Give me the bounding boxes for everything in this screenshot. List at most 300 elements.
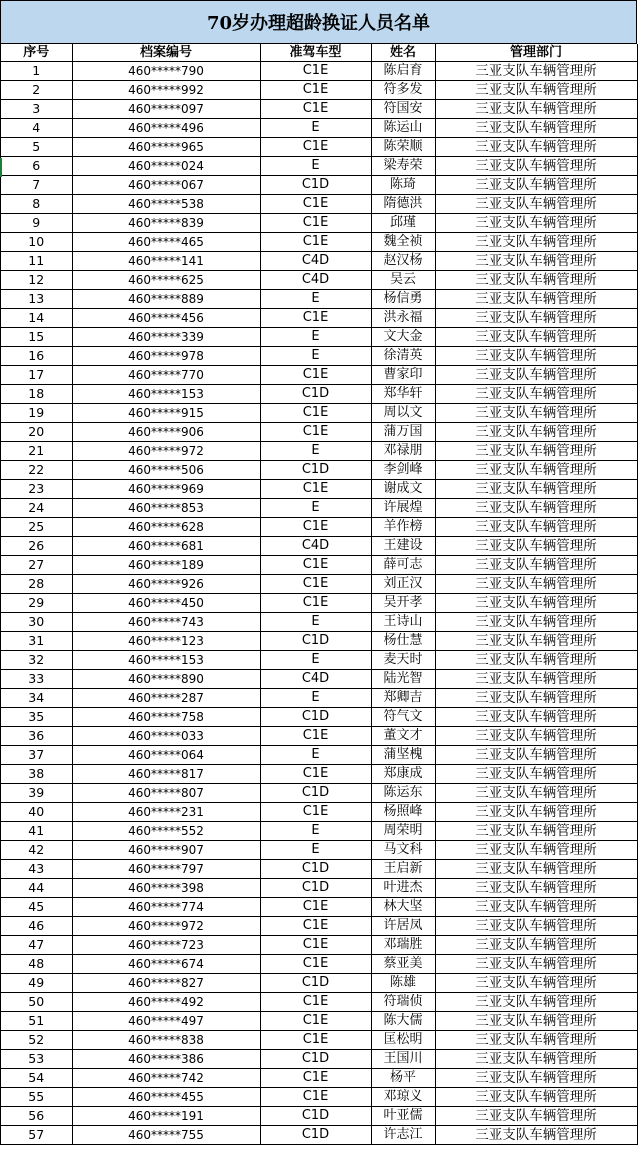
cell-no[interactable]: 21 bbox=[1, 442, 72, 461]
cell-no[interactable]: 7 bbox=[1, 176, 72, 195]
table-row bbox=[1, 955, 637, 974]
cell-license-type[interactable]: C1E bbox=[260, 556, 371, 575]
cell-license-type[interactable]: C1E bbox=[260, 1012, 371, 1031]
cell-license-type[interactable]: C1E bbox=[260, 81, 371, 100]
cell-no[interactable]: 41 bbox=[1, 822, 72, 841]
cell-archive-number[interactable]: 460*****972 bbox=[72, 442, 260, 461]
cell-department[interactable]: 三亚支队车辆管理所 bbox=[435, 974, 637, 993]
cell-name[interactable]: 吴开孝 bbox=[371, 594, 435, 613]
cell-no[interactable]: 32 bbox=[1, 651, 72, 670]
cell-archive-number[interactable]: 460*****496 bbox=[72, 119, 260, 138]
cell-no[interactable]: 34 bbox=[1, 689, 72, 708]
cell-archive-number[interactable]: 460*****972 bbox=[72, 917, 260, 936]
cell-department[interactable]: 三亚支队车辆管理所 bbox=[435, 119, 637, 138]
cell-name[interactable]: 叶进杰 bbox=[371, 879, 435, 898]
cell-license-type[interactable]: C1D bbox=[260, 176, 371, 195]
cell-department[interactable]: 三亚支队车辆管理所 bbox=[435, 898, 637, 917]
cell-no[interactable]: 56 bbox=[1, 1107, 72, 1126]
cell-name[interactable]: 隋德洪 bbox=[371, 195, 435, 214]
cell-name[interactable]: 周荣明 bbox=[371, 822, 435, 841]
cell-name[interactable]: 杨信勇 bbox=[371, 290, 435, 309]
cell-archive-number[interactable]: 460*****024 bbox=[72, 157, 260, 176]
cell-license-type[interactable]: C1D bbox=[260, 860, 371, 879]
cell-name[interactable]: 谢成文 bbox=[371, 480, 435, 499]
cell-name[interactable]: 许展煌 bbox=[371, 499, 435, 518]
cell-archive-number[interactable]: 460*****064 bbox=[72, 746, 260, 765]
cell-no[interactable]: 25 bbox=[1, 518, 72, 537]
cell-archive-number[interactable]: 460*****123 bbox=[72, 632, 260, 651]
cell-name[interactable]: 郑华轩 bbox=[371, 385, 435, 404]
cell-no[interactable]: 54 bbox=[1, 1069, 72, 1088]
cell-archive-number[interactable]: 460*****398 bbox=[72, 879, 260, 898]
cell-archive-number[interactable]: 460*****033 bbox=[72, 727, 260, 746]
cell-department[interactable]: 三亚支队车辆管理所 bbox=[435, 176, 637, 195]
cell-archive-number[interactable]: 460*****067 bbox=[72, 176, 260, 195]
cell-archive-number[interactable]: 460*****926 bbox=[72, 575, 260, 594]
cell-name[interactable]: 符国安 bbox=[371, 100, 435, 119]
cell-archive-number[interactable]: 460*****456 bbox=[72, 309, 260, 328]
cell-department[interactable]: 三亚支队车辆管理所 bbox=[435, 328, 637, 347]
cell-archive-number[interactable]: 460*****839 bbox=[72, 214, 260, 233]
header-archive[interactable]: 档案编号 bbox=[72, 44, 260, 62]
table-row bbox=[1, 575, 637, 594]
cell-department[interactable]: 三亚支队车辆管理所 bbox=[435, 81, 637, 100]
cell-license-type[interactable]: C1D bbox=[260, 632, 371, 651]
cell-no[interactable]: 29 bbox=[1, 594, 72, 613]
cell-department[interactable]: 三亚支队车辆管理所 bbox=[435, 594, 637, 613]
cell-department[interactable]: 三亚支队车辆管理所 bbox=[435, 271, 637, 290]
cell-license-type[interactable]: E bbox=[260, 822, 371, 841]
cell-name[interactable]: 羊作榜 bbox=[371, 518, 435, 537]
cell-name[interactable]: 董文才 bbox=[371, 727, 435, 746]
cell-no[interactable]: 45 bbox=[1, 898, 72, 917]
cell-archive-number[interactable]: 460*****723 bbox=[72, 936, 260, 955]
cell-archive-number[interactable]: 460*****969 bbox=[72, 480, 260, 499]
cell-license-type[interactable]: C1D bbox=[260, 784, 371, 803]
cell-department[interactable]: 三亚支队车辆管理所 bbox=[435, 62, 637, 81]
cell-license-type[interactable]: C1D bbox=[260, 1107, 371, 1126]
cell-no[interactable]: 37 bbox=[1, 746, 72, 765]
cell-license-type[interactable]: E bbox=[260, 499, 371, 518]
cell-archive-number[interactable]: 460*****906 bbox=[72, 423, 260, 442]
cell-no[interactable]: 48 bbox=[1, 955, 72, 974]
cell-license-type[interactable]: C1E bbox=[260, 309, 371, 328]
cell-name[interactable]: 王诗山 bbox=[371, 613, 435, 632]
cell-department[interactable]: 三亚支队车辆管理所 bbox=[435, 955, 637, 974]
cell-archive-number[interactable]: 460*****755 bbox=[72, 1126, 260, 1145]
table-row bbox=[1, 670, 637, 689]
cell-name[interactable]: 符气文 bbox=[371, 708, 435, 727]
cell-archive-number[interactable]: 460*****191 bbox=[72, 1107, 260, 1126]
cell-name[interactable]: 陈雄 bbox=[371, 974, 435, 993]
cell-no[interactable]: 15 bbox=[1, 328, 72, 347]
cell-department[interactable]: 三亚支队车辆管理所 bbox=[435, 138, 637, 157]
cell-archive-number[interactable]: 460*****838 bbox=[72, 1031, 260, 1050]
cell-no[interactable]: 19 bbox=[1, 404, 72, 423]
cell-archive-number[interactable]: 460*****978 bbox=[72, 347, 260, 366]
cell-no[interactable]: 20 bbox=[1, 423, 72, 442]
cell-department[interactable]: 三亚支队车辆管理所 bbox=[435, 499, 637, 518]
table-row bbox=[1, 841, 637, 860]
cell-no[interactable]: 44 bbox=[1, 879, 72, 898]
cell-name[interactable]: 杨仕慧 bbox=[371, 632, 435, 651]
cell-license-type[interactable]: C1E bbox=[260, 138, 371, 157]
cell-license-type[interactable]: C1E bbox=[260, 594, 371, 613]
cell-license-type[interactable]: C1D bbox=[260, 461, 371, 480]
cell-department[interactable]: 三亚支队车辆管理所 bbox=[435, 765, 637, 784]
cell-archive-number[interactable]: 460*****817 bbox=[72, 765, 260, 784]
cell-name[interactable]: 蔡亚美 bbox=[371, 955, 435, 974]
cell-no[interactable]: 31 bbox=[1, 632, 72, 651]
cell-no[interactable]: 38 bbox=[1, 765, 72, 784]
table-row bbox=[1, 594, 637, 613]
header-no[interactable]: 序号 bbox=[1, 44, 72, 62]
cell-department[interactable]: 三亚支队车辆管理所 bbox=[435, 1050, 637, 1069]
cell-department[interactable]: 三亚支队车辆管理所 bbox=[435, 613, 637, 632]
cell-department[interactable]: 三亚支队车辆管理所 bbox=[435, 1069, 637, 1088]
cell-no[interactable]: 26 bbox=[1, 537, 72, 556]
cell-department[interactable]: 三亚支队车辆管理所 bbox=[435, 480, 637, 499]
table-row bbox=[1, 100, 637, 119]
cell-license-type[interactable]: E bbox=[260, 290, 371, 309]
cell-name[interactable]: 陈琦 bbox=[371, 176, 435, 195]
cell-name[interactable]: 王建设 bbox=[371, 537, 435, 556]
cell-archive-number[interactable]: 460*****497 bbox=[72, 1012, 260, 1031]
cell-department[interactable]: 三亚支队车辆管理所 bbox=[435, 290, 637, 309]
cell-no[interactable]: 1 bbox=[1, 62, 72, 81]
cell-department[interactable]: 三亚支队车辆管理所 bbox=[435, 1012, 637, 1031]
cell-archive-number[interactable]: 460*****915 bbox=[72, 404, 260, 423]
cell-archive-number[interactable]: 460*****992 bbox=[72, 81, 260, 100]
cell-no[interactable]: 52 bbox=[1, 1031, 72, 1050]
cell-archive-number[interactable]: 460*****853 bbox=[72, 499, 260, 518]
cell-license-type[interactable]: C1E bbox=[260, 1031, 371, 1050]
cell-license-type[interactable]: C1E bbox=[260, 803, 371, 822]
cell-archive-number[interactable]: 460*****770 bbox=[72, 366, 260, 385]
cell-name[interactable]: 林大坚 bbox=[371, 898, 435, 917]
cell-name[interactable]: 杨照峰 bbox=[371, 803, 435, 822]
table-body bbox=[1, 62, 637, 1145]
cell-name[interactable]: 邓禄朋 bbox=[371, 442, 435, 461]
cell-department[interactable]: 三亚支队车辆管理所 bbox=[435, 689, 637, 708]
cell-license-type[interactable]: C1E bbox=[260, 917, 371, 936]
cell-archive-number[interactable]: 460*****807 bbox=[72, 784, 260, 803]
cell-name[interactable]: 蒲万国 bbox=[371, 423, 435, 442]
cell-name[interactable]: 梁寿荣 bbox=[371, 157, 435, 176]
cell-department[interactable]: 三亚支队车辆管理所 bbox=[435, 1126, 637, 1145]
cell-license-type[interactable]: C4D bbox=[260, 537, 371, 556]
cell-no[interactable]: 46 bbox=[1, 917, 72, 936]
cell-archive-number[interactable]: 460*****141 bbox=[72, 252, 260, 271]
cell-department[interactable]: 三亚支队车辆管理所 bbox=[435, 993, 637, 1012]
cell-no[interactable]: 22 bbox=[1, 461, 72, 480]
cell-department[interactable]: 三亚支队车辆管理所 bbox=[435, 936, 637, 955]
cell-department[interactable]: 三亚支队车辆管理所 bbox=[435, 442, 637, 461]
cell-name[interactable]: 马文科 bbox=[371, 841, 435, 860]
cell-no[interactable]: 16 bbox=[1, 347, 72, 366]
cell-archive-number[interactable]: 460*****774 bbox=[72, 898, 260, 917]
cell-no[interactable]: 9 bbox=[1, 214, 72, 233]
cell-no[interactable]: 6 bbox=[1, 157, 72, 176]
cell-license-type[interactable]: C1E bbox=[260, 404, 371, 423]
cell-no[interactable]: 57 bbox=[1, 1126, 72, 1145]
cell-no[interactable]: 28 bbox=[1, 575, 72, 594]
cell-license-type[interactable]: E bbox=[260, 746, 371, 765]
cell-license-type[interactable]: C1D bbox=[260, 1126, 371, 1145]
cell-license-type[interactable]: C1E bbox=[260, 233, 371, 252]
cell-name[interactable]: 周以文 bbox=[371, 404, 435, 423]
cell-archive-number[interactable]: 460*****790 bbox=[72, 62, 260, 81]
cell-name[interactable]: 郑卿吉 bbox=[371, 689, 435, 708]
cell-name[interactable]: 匡松明 bbox=[371, 1031, 435, 1050]
table-row bbox=[1, 632, 637, 651]
cell-department[interactable]: 三亚支队车辆管理所 bbox=[435, 803, 637, 822]
cell-name[interactable]: 文大金 bbox=[371, 328, 435, 347]
cell-department[interactable]: 三亚支队车辆管理所 bbox=[435, 1031, 637, 1050]
cell-no[interactable]: 36 bbox=[1, 727, 72, 746]
cell-license-type[interactable]: C4D bbox=[260, 271, 371, 290]
cell-department[interactable]: 三亚支队车辆管理所 bbox=[435, 860, 637, 879]
cell-license-type[interactable]: C1E bbox=[260, 366, 371, 385]
cell-name[interactable]: 王国川 bbox=[371, 1050, 435, 1069]
cell-name[interactable]: 魏全祯 bbox=[371, 233, 435, 252]
cell-archive-number[interactable]: 460*****758 bbox=[72, 708, 260, 727]
cell-archive-number[interactable]: 460*****674 bbox=[72, 955, 260, 974]
cell-name[interactable]: 符瑞侦 bbox=[371, 993, 435, 1012]
cell-license-type[interactable]: E bbox=[260, 841, 371, 860]
cell-name[interactable]: 陆光智 bbox=[371, 670, 435, 689]
cell-archive-number[interactable]: 460*****628 bbox=[72, 518, 260, 537]
cell-archive-number[interactable]: 460*****742 bbox=[72, 1069, 260, 1088]
cell-name[interactable]: 蒲坚槐 bbox=[371, 746, 435, 765]
cell-name[interactable]: 陈启育 bbox=[371, 62, 435, 81]
cell-name[interactable]: 吴云 bbox=[371, 271, 435, 290]
cell-name[interactable]: 陈荣顺 bbox=[371, 138, 435, 157]
table-row bbox=[1, 1069, 637, 1088]
cell-license-type[interactable]: C1E bbox=[260, 575, 371, 594]
cell-department[interactable]: 三亚支队车辆管理所 bbox=[435, 556, 637, 575]
cell-no[interactable]: 51 bbox=[1, 1012, 72, 1031]
cell-archive-number[interactable]: 460*****743 bbox=[72, 613, 260, 632]
header-license-type[interactable]: 准驾车型 bbox=[260, 44, 371, 62]
cell-license-type[interactable]: E bbox=[260, 613, 371, 632]
cell-archive-number[interactable]: 460*****538 bbox=[72, 195, 260, 214]
cell-archive-number[interactable]: 460*****797 bbox=[72, 860, 260, 879]
cell-no[interactable]: 35 bbox=[1, 708, 72, 727]
cell-license-type[interactable]: C1D bbox=[260, 974, 371, 993]
cell-license-type[interactable]: C1E bbox=[260, 993, 371, 1012]
cell-department[interactable]: 三亚支队车辆管理所 bbox=[435, 575, 637, 594]
cell-department[interactable]: 三亚支队车辆管理所 bbox=[435, 1088, 637, 1107]
cell-name[interactable]: 邓瑞胜 bbox=[371, 936, 435, 955]
cell-license-type[interactable]: C1E bbox=[260, 936, 371, 955]
cell-archive-number[interactable]: 460*****890 bbox=[72, 670, 260, 689]
cell-department[interactable]: 三亚支队车辆管理所 bbox=[435, 879, 637, 898]
cell-no[interactable]: 8 bbox=[1, 195, 72, 214]
cell-license-type[interactable]: C1E bbox=[260, 480, 371, 499]
cell-no[interactable]: 47 bbox=[1, 936, 72, 955]
cell-department[interactable]: 三亚支队车辆管理所 bbox=[435, 157, 637, 176]
cell-name[interactable]: 麦天时 bbox=[371, 651, 435, 670]
cell-no[interactable]: 4 bbox=[1, 119, 72, 138]
cell-no[interactable]: 55 bbox=[1, 1088, 72, 1107]
cell-license-type[interactable]: C1E bbox=[260, 1088, 371, 1107]
cell-no[interactable]: 10 bbox=[1, 233, 72, 252]
cell-no[interactable]: 5 bbox=[1, 138, 72, 157]
cell-department[interactable]: 三亚支队车辆管理所 bbox=[435, 784, 637, 803]
table-row bbox=[1, 271, 637, 290]
cell-name[interactable]: 邓琼义 bbox=[371, 1088, 435, 1107]
cell-no[interactable]: 27 bbox=[1, 556, 72, 575]
cell-department[interactable]: 三亚支队车辆管理所 bbox=[435, 100, 637, 119]
cell-no[interactable]: 39 bbox=[1, 784, 72, 803]
cell-name[interactable]: 许志江 bbox=[371, 1126, 435, 1145]
cell-department[interactable]: 三亚支队车辆管理所 bbox=[435, 1107, 637, 1126]
cell-department[interactable]: 三亚支队车辆管理所 bbox=[435, 822, 637, 841]
cell-no[interactable]: 18 bbox=[1, 385, 72, 404]
cell-name[interactable]: 杨平 bbox=[371, 1069, 435, 1088]
cell-department[interactable]: 三亚支队车辆管理所 bbox=[435, 385, 637, 404]
cell-no[interactable]: 30 bbox=[1, 613, 72, 632]
cell-name[interactable]: 陈大儒 bbox=[371, 1012, 435, 1031]
cell-no[interactable]: 50 bbox=[1, 993, 72, 1012]
cell-name[interactable]: 王启新 bbox=[371, 860, 435, 879]
cell-department[interactable]: 三亚支队车辆管理所 bbox=[435, 708, 637, 727]
cell-name[interactable]: 薛可志 bbox=[371, 556, 435, 575]
cell-archive-number[interactable]: 460*****450 bbox=[72, 594, 260, 613]
cell-name[interactable]: 符多发 bbox=[371, 81, 435, 100]
cell-license-type[interactable]: C1E bbox=[260, 518, 371, 537]
cell-license-type[interactable]: C1E bbox=[260, 62, 371, 81]
cell-license-type[interactable]: E bbox=[260, 328, 371, 347]
cell-no[interactable]: 24 bbox=[1, 499, 72, 518]
cell-archive-number[interactable]: 460*****965 bbox=[72, 138, 260, 157]
cell-license-type[interactable]: C1E bbox=[260, 423, 371, 442]
cell-archive-number[interactable]: 460*****506 bbox=[72, 461, 260, 480]
cell-archive-number[interactable]: 460*****625 bbox=[72, 271, 260, 290]
cell-no[interactable]: 23 bbox=[1, 480, 72, 499]
cell-department[interactable]: 三亚支队车辆管理所 bbox=[435, 214, 637, 233]
cell-archive-number[interactable]: 460*****907 bbox=[72, 841, 260, 860]
cell-no[interactable]: 2 bbox=[1, 81, 72, 100]
cell-archive-number[interactable]: 460*****287 bbox=[72, 689, 260, 708]
cell-archive-number[interactable]: 460*****552 bbox=[72, 822, 260, 841]
cell-no[interactable]: 43 bbox=[1, 860, 72, 879]
header-department[interactable]: 管理部门 bbox=[435, 44, 637, 62]
cell-department[interactable]: 三亚支队车辆管理所 bbox=[435, 670, 637, 689]
cell-name[interactable]: 徐清英 bbox=[371, 347, 435, 366]
cell-no[interactable]: 42 bbox=[1, 841, 72, 860]
cell-name[interactable]: 邱瑾 bbox=[371, 214, 435, 233]
cell-license-type[interactable]: E bbox=[260, 442, 371, 461]
cell-no[interactable]: 49 bbox=[1, 974, 72, 993]
cell-archive-number[interactable]: 460*****827 bbox=[72, 974, 260, 993]
cell-department[interactable]: 三亚支队车辆管理所 bbox=[435, 841, 637, 860]
cell-archive-number[interactable]: 460*****339 bbox=[72, 328, 260, 347]
cell-name[interactable]: 叶亚儒 bbox=[371, 1107, 435, 1126]
cell-license-type[interactable]: E bbox=[260, 689, 371, 708]
cell-name[interactable]: 李剑峰 bbox=[371, 461, 435, 480]
cell-license-type[interactable]: C1E bbox=[260, 727, 371, 746]
cell-department[interactable]: 三亚支队车辆管理所 bbox=[435, 632, 637, 651]
cell-no[interactable]: 13 bbox=[1, 290, 72, 309]
cell-department[interactable]: 三亚支队车辆管理所 bbox=[435, 252, 637, 271]
cell-license-type[interactable]: C1E bbox=[260, 898, 371, 917]
cell-no[interactable]: 17 bbox=[1, 366, 72, 385]
cell-license-type[interactable]: C1E bbox=[260, 1069, 371, 1088]
cell-name[interactable]: 郑康成 bbox=[371, 765, 435, 784]
cell-archive-number[interactable]: 460*****465 bbox=[72, 233, 260, 252]
cell-department[interactable]: 三亚支队车辆管理所 bbox=[435, 746, 637, 765]
cell-license-type[interactable]: C1E bbox=[260, 214, 371, 233]
cell-name[interactable]: 陈运山 bbox=[371, 119, 435, 138]
cell-department[interactable]: 三亚支队车辆管理所 bbox=[435, 233, 637, 252]
cell-department[interactable]: 三亚支队车辆管理所 bbox=[435, 366, 637, 385]
cell-department[interactable]: 三亚支队车辆管理所 bbox=[435, 423, 637, 442]
cell-archive-number[interactable]: 460*****889 bbox=[72, 290, 260, 309]
cell-department[interactable]: 三亚支队车辆管理所 bbox=[435, 347, 637, 366]
cell-name[interactable]: 刘正汉 bbox=[371, 575, 435, 594]
cell-name[interactable]: 洪永福 bbox=[371, 309, 435, 328]
cell-no[interactable]: 12 bbox=[1, 271, 72, 290]
cell-archive-number[interactable]: 460*****231 bbox=[72, 803, 260, 822]
cell-department[interactable]: 三亚支队车辆管理所 bbox=[435, 195, 637, 214]
cell-license-type[interactable]: E bbox=[260, 157, 371, 176]
cell-archive-number[interactable]: 460*****455 bbox=[72, 1088, 260, 1107]
cell-department[interactable]: 三亚支队车辆管理所 bbox=[435, 917, 637, 936]
cell-no[interactable]: 3 bbox=[1, 100, 72, 119]
cell-license-type[interactable]: C1D bbox=[260, 708, 371, 727]
cell-name[interactable]: 曹家印 bbox=[371, 366, 435, 385]
cell-no[interactable]: 14 bbox=[1, 309, 72, 328]
cell-license-type[interactable]: C1E bbox=[260, 955, 371, 974]
cell-no[interactable]: 33 bbox=[1, 670, 72, 689]
cell-archive-number[interactable]: 460*****492 bbox=[72, 993, 260, 1012]
cell-license-type[interactable]: C1D bbox=[260, 879, 371, 898]
cell-license-type[interactable]: C4D bbox=[260, 252, 371, 271]
cell-license-type[interactable]: C4D bbox=[260, 670, 371, 689]
cell-license-type[interactable]: E bbox=[260, 119, 371, 138]
cell-license-type[interactable]: C1D bbox=[260, 1050, 371, 1069]
cell-license-type[interactable]: C1E bbox=[260, 195, 371, 214]
cell-license-type[interactable]: C1E bbox=[260, 765, 371, 784]
cell-no[interactable]: 53 bbox=[1, 1050, 72, 1069]
cell-archive-number[interactable]: 460*****153 bbox=[72, 651, 260, 670]
cell-archive-number[interactable]: 460*****153 bbox=[72, 385, 260, 404]
cell-department[interactable]: 三亚支队车辆管理所 bbox=[435, 518, 637, 537]
cell-no[interactable]: 11 bbox=[1, 252, 72, 271]
cell-license-type[interactable]: E bbox=[260, 347, 371, 366]
cell-department[interactable]: 三亚支队车辆管理所 bbox=[435, 537, 637, 556]
cell-no[interactable]: 40 bbox=[1, 803, 72, 822]
cell-name[interactable]: 陈运东 bbox=[371, 784, 435, 803]
header-name[interactable]: 姓名 bbox=[371, 44, 435, 62]
cell-name[interactable]: 许居凤 bbox=[371, 917, 435, 936]
cell-archive-number[interactable]: 460*****189 bbox=[72, 556, 260, 575]
cell-department[interactable]: 三亚支队车辆管理所 bbox=[435, 727, 637, 746]
cell-department[interactable]: 三亚支队车辆管理所 bbox=[435, 651, 637, 670]
cell-name[interactable]: 赵汉杨 bbox=[371, 252, 435, 271]
cell-department[interactable]: 三亚支队车辆管理所 bbox=[435, 461, 637, 480]
cell-license-type[interactable]: C1E bbox=[260, 100, 371, 119]
cell-license-type[interactable]: E bbox=[260, 651, 371, 670]
cell-license-type[interactable]: C1D bbox=[260, 385, 371, 404]
cell-archive-number[interactable]: 460*****097 bbox=[72, 100, 260, 119]
cell-department[interactable]: 三亚支队车辆管理所 bbox=[435, 404, 637, 423]
cell-department[interactable]: 三亚支队车辆管理所 bbox=[435, 309, 637, 328]
cell-archive-number[interactable]: 460*****386 bbox=[72, 1050, 260, 1069]
cell-archive-number[interactable]: 460*****681 bbox=[72, 537, 260, 556]
